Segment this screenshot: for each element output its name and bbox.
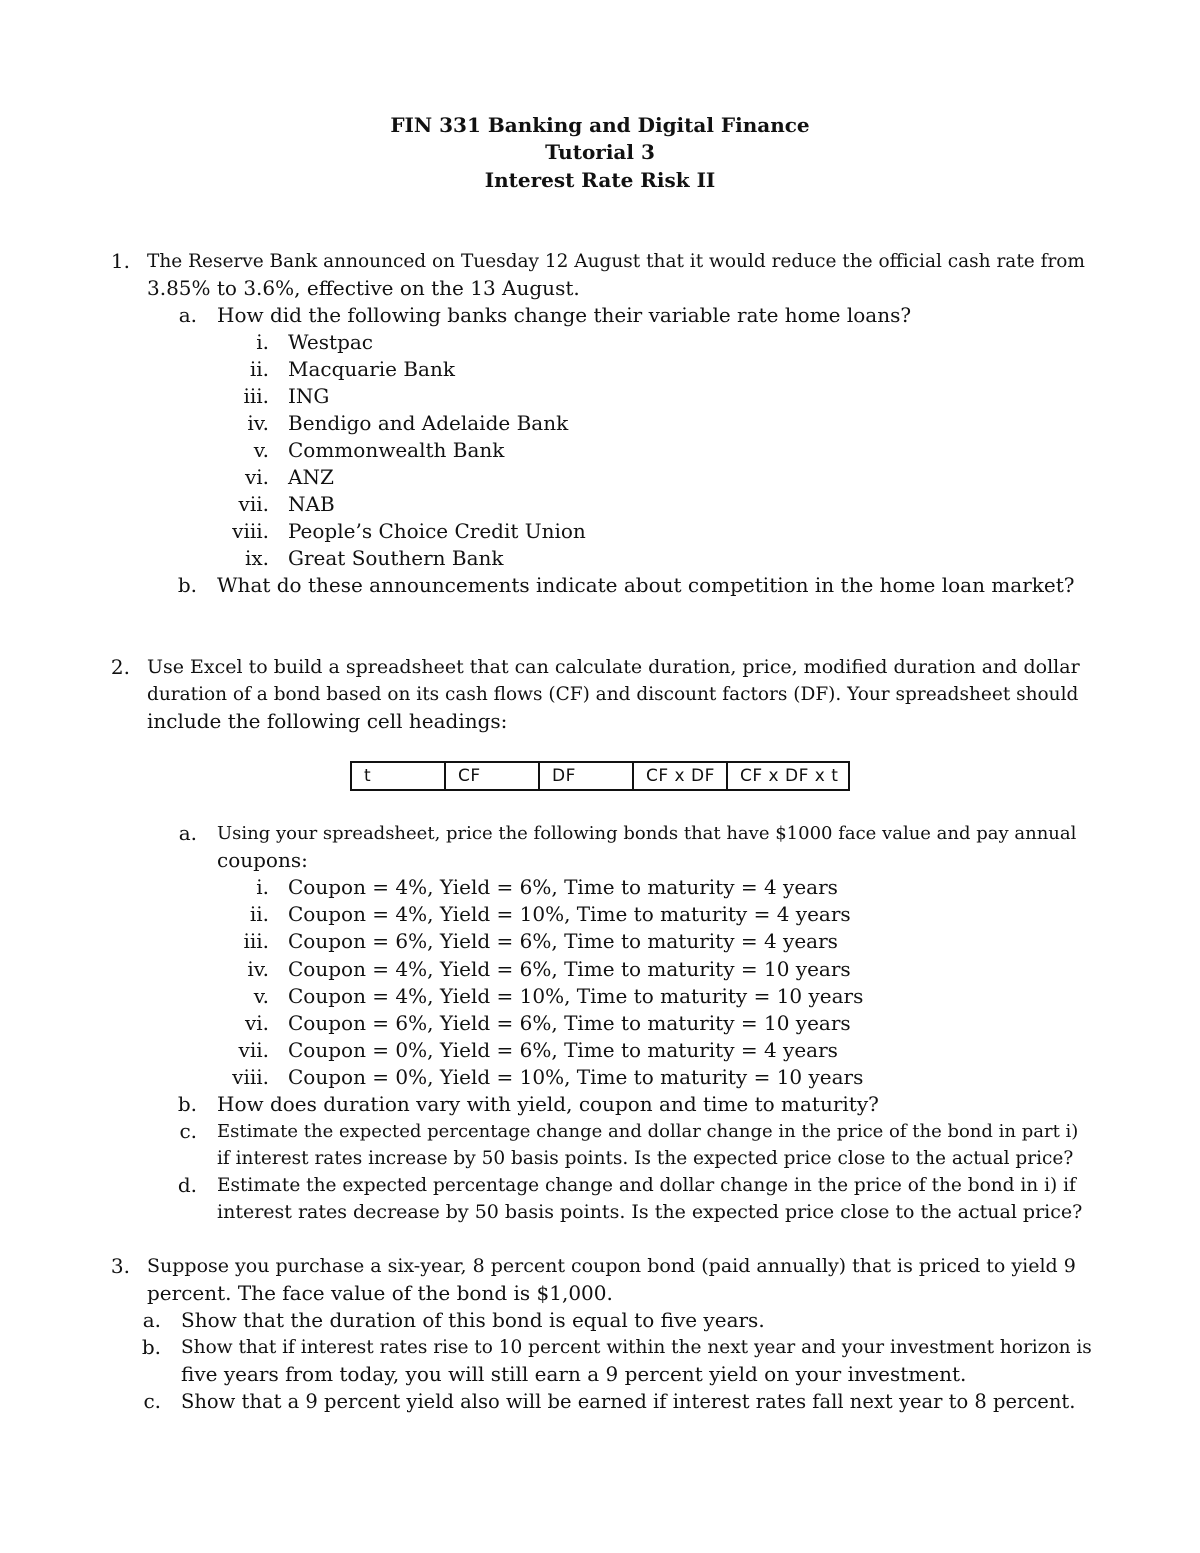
- cell-heading-df: DF: [540, 763, 634, 789]
- q1-number: 1.: [110, 249, 130, 273]
- q2a-item-text: Coupon = 6%, Yield = 6%, Time to maturity = 10 years: [288, 1011, 851, 1035]
- q1a-item-label: vi.: [244, 465, 269, 489]
- q1a-item-text: ANZ: [288, 465, 334, 489]
- cell-heading-cf-x-df-x-t: CF x DF x t: [740, 766, 839, 786]
- q1a-item-text: People’s Choice Credit Union: [288, 519, 586, 543]
- q2a-item-text: Coupon = 4%, Yield = 10%, Time to maturity = 4 years: [288, 902, 851, 926]
- q1-text-line1: The Reserve Bank announced on Tuesday 12 August that it would reduce the official cash rate from: [147, 251, 1085, 272]
- q2b-label: b.: [177, 1092, 197, 1116]
- q2c-text-line1: Estimate the expected percentage change and dollar change in the price of the bond in part i): [217, 1121, 1079, 1142]
- q3b-label: b.: [141, 1335, 161, 1359]
- q3a-label: a.: [142, 1308, 161, 1332]
- q2a-item-label: ii.: [249, 902, 269, 926]
- tutorial-title: Tutorial 3: [545, 140, 655, 164]
- q1a-item-text: Bendigo and Adelaide Bank: [288, 411, 569, 435]
- topic-title: Interest Rate Risk II: [484, 168, 716, 192]
- q2a-item-label: vi.: [244, 1011, 269, 1035]
- q3-text-line1: Suppose you purchase a six-year, 8 percent coupon bond (paid annually) that is priced to yield 9: [147, 1255, 1076, 1277]
- cell-heading-cf-x-df: CF x DF: [634, 763, 728, 789]
- cell-headings-table: [350, 761, 850, 791]
- q3-number: 3.: [110, 1254, 130, 1278]
- q1-text-line2: 3.85% to 3.6%, effective on the 13 August.: [147, 276, 580, 300]
- q2a-item-text: Coupon = 0%, Yield = 10%, Time to maturity = 10 years: [288, 1065, 864, 1089]
- q2a-item-text: Coupon = 4%, Yield = 6%, Time to maturity = 4 years: [288, 875, 838, 899]
- q2-text-line3: include the following cell headings:: [147, 709, 508, 733]
- q2d-text-line2: interest rates decrease by 50 basis points. Is the expected price close to the actual price?: [217, 1201, 1083, 1223]
- q1a-item-label: v.: [253, 438, 269, 462]
- q2-text-line2: duration of a bond based on its cash flows (CF) and discount factors (DF). Your spreadsheet should: [147, 684, 1079, 705]
- q2a-item-text: Coupon = 4%, Yield = 10%, Time to maturity = 10 years: [288, 984, 864, 1008]
- q2a-item-text: Coupon = 0%, Yield = 6%, Time to maturity = 4 years: [288, 1038, 838, 1062]
- q3b-text-line1: Show that if interest rates rise to 10 percent within the next year and your investment horizon is: [181, 1337, 1092, 1358]
- q2a-item-label: i.: [256, 875, 269, 899]
- q1b-label: b.: [177, 573, 197, 597]
- q1a-item-text: Commonwealth Bank: [288, 438, 505, 462]
- course-title: FIN 331 Banking and Digital Finance: [390, 113, 810, 137]
- q2a-item-text: Coupon = 4%, Yield = 6%, Time to maturity = 10 years: [288, 957, 851, 981]
- q2c-label: c.: [179, 1119, 197, 1143]
- q3c-label: c.: [143, 1389, 161, 1413]
- q1a-label: a.: [178, 303, 197, 327]
- q1a-item-text: Great Southern Bank: [288, 546, 504, 570]
- q1a-item-text: ING: [288, 384, 330, 408]
- q2a-text-line2: coupons:: [217, 848, 308, 872]
- q1a-item-text: NAB: [288, 492, 335, 516]
- q2a-item-text: Coupon = 6%, Yield = 6%, Time to maturity = 4 years: [288, 929, 838, 953]
- q2d-text-line1: Estimate the expected percentage change and dollar change in the price of the bond in i) if: [217, 1175, 1076, 1196]
- q2c-text-line2: if interest rates increase by 50 basis points. Is the expected price close to the actual price?: [217, 1148, 1074, 1169]
- q2a-item-label: viii.: [232, 1065, 269, 1089]
- q3-text-line2: percent. The face value of the bond is $1,000.: [147, 1281, 613, 1305]
- q2d-label: d.: [177, 1173, 197, 1197]
- q2a-item-label: iv.: [247, 957, 269, 981]
- q1a-item-text: Westpac: [288, 330, 373, 354]
- q2a-text-line1: Using your spreadsheet, price the following bonds that have $1000 face value and pay annual: [217, 823, 1077, 844]
- q3a-text: Show that the duration of this bond is equal to five years.: [181, 1308, 765, 1332]
- q2-text-line1: Use Excel to build a spreadsheet that can calculate duration, price, modified duration and dollar: [147, 656, 1080, 678]
- q1a-item-label: vii.: [238, 492, 269, 516]
- q1a-item-label: ix.: [244, 546, 269, 570]
- q3b-text-line2: five years from today, you will still earn a 9 percent yield on your investment.: [181, 1362, 967, 1386]
- q1a-item-text: Macquarie Bank: [288, 357, 455, 381]
- cell-heading-t: t: [352, 763, 446, 789]
- q2a-item-label: v.: [253, 984, 269, 1008]
- q1a-item-label: iv.: [247, 411, 269, 435]
- q1a-item-label: i.: [256, 330, 269, 354]
- q2b-text: How does duration vary with yield, coupon and time to maturity?: [217, 1092, 879, 1116]
- q1a-item-label: ii.: [249, 357, 269, 381]
- q2a-item-label: iii.: [243, 929, 269, 953]
- cell-heading-cf: CF: [446, 763, 540, 789]
- q1a-item-label: viii.: [232, 519, 269, 543]
- q3c-text: Show that a 9 percent yield also will be earned if interest rates fall next year to 8 percent.: [181, 1390, 1076, 1413]
- q1a-text: How did the following banks change their variable rate home loans?: [217, 303, 912, 327]
- q2-number: 2.: [110, 655, 130, 679]
- q1b-text: What do these announcements indicate about competition in the home loan market?: [217, 573, 1075, 597]
- q1a-item-label: iii.: [243, 384, 269, 408]
- q2a-item-label: vii.: [238, 1038, 269, 1062]
- q2a-label: a.: [178, 821, 197, 845]
